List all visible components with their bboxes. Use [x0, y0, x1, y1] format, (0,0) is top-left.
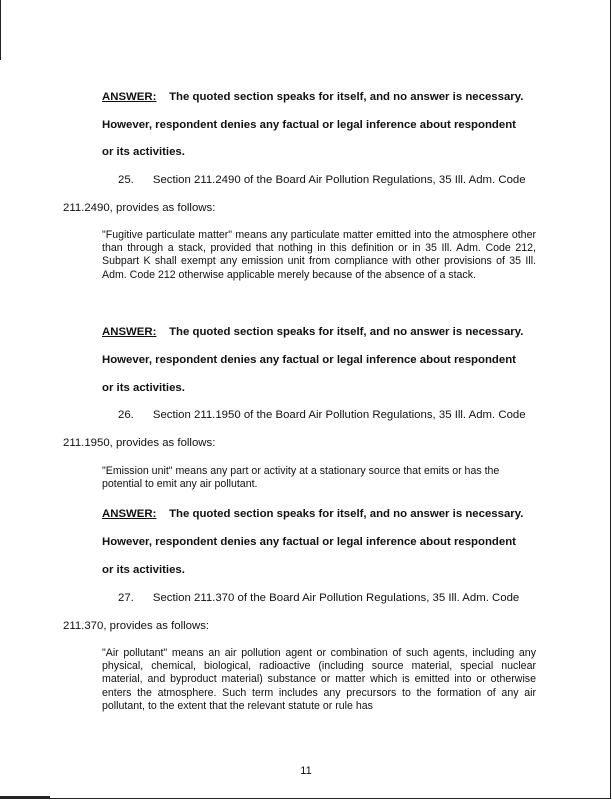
answer-line-1 [102, 90, 523, 104]
paragraph-26-line-1 [118, 408, 526, 422]
answer-line-3: or its activities. [102, 146, 185, 158]
block-quote-emission-unit: "Emission unit" means any part or activity at a stationary source that emits or has the potential to emit any air pollutant. [102, 465, 500, 491]
answer-line-1 [102, 325, 523, 339]
block-quote-fugitive-particulate: "Fugitive particulate matter" means any particulate matter emitted into the atmosphere other than through a stack, provided that nothing in this definition or in 35 Ill. Adm. Code 212, Subpart K shall exempt any emission unit from compliance with other provisions of 35 Ill. Adm. Code 212 otherwise applicable merely because of the absence of a stack. [102, 229, 536, 281]
page-edge-mark [0, 796, 50, 798]
paragraph-27-line-2: 211.370, provides as follows: [63, 620, 210, 632]
paragraph-text: Section 211.370 of the Board Air Pollution Regulations, 35 Ill. Adm. Code [152, 592, 520, 604]
paragraph-text: Section 211.2490 of the Board Air Pollution Regulations, 35 Ill. Adm. Code [152, 174, 526, 186]
page-number: 11 [300, 765, 312, 777]
answer-line-2: However, respondent denies any factual or legal inference about respondent [102, 536, 516, 548]
paragraph-number: 25. [118, 174, 134, 186]
answer-label: ANSWER: [102, 91, 157, 103]
paragraph-number: 27. [118, 592, 134, 604]
answer-line-2: However, respondent denies any factual or legal inference about respondent [102, 354, 516, 366]
paragraph-25-line-1 [118, 173, 526, 187]
answer-text: The quoted section speaks for itself, and no answer is necessary. [169, 91, 524, 103]
paragraph-26-line-2: 211.1950, provides as follows: [63, 437, 216, 449]
paragraph-text: Section 211.1950 of the Board Air Pollution Regulations, 35 Ill. Adm. Code [152, 409, 526, 421]
answer-label: ANSWER: [102, 326, 157, 338]
answer-line-1 [102, 507, 523, 521]
block-quote-air-pollutant: "Air pollutant" means an air pollution agent or combination of such agents, including any physical, chemical, biological, radioactive (including source material, special nuclear material, and byproduct material) substance or matter which is emitted into or otherwise enters the atmosphere. Such term includes any precursors to the formation of any air pollutant, to the extent that the relevant statute or rule has [102, 647, 536, 712]
answer-text: The quoted section speaks for itself, and no answer is necessary. [169, 326, 524, 338]
answer-line-3: or its activities. [102, 564, 185, 576]
page-edge-mark [0, 0, 1, 60]
answer-text: The quoted section speaks for itself, and no answer is necessary. [169, 508, 524, 520]
answer-line-3: or its activities. [102, 382, 185, 394]
paragraph-number: 26. [118, 409, 134, 421]
paragraph-25-line-2: 211.2490, provides as follows: [63, 202, 216, 214]
answer-label: ANSWER: [102, 508, 157, 520]
paragraph-27-line-1 [118, 591, 519, 605]
answer-line-2: However, respondent denies any factual or legal inference about respondent [102, 119, 516, 131]
